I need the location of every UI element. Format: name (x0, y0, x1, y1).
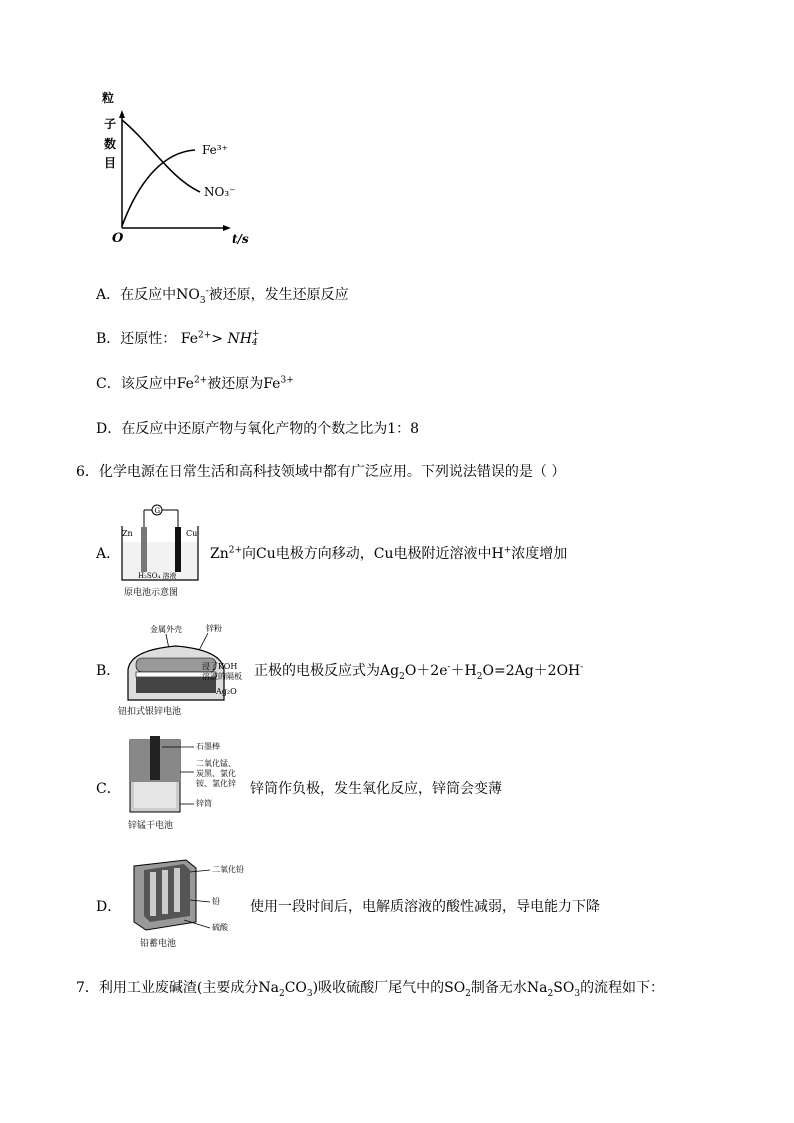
option-label: B． (96, 331, 121, 347)
separator-label-line1: 浸了KOH (202, 662, 238, 671)
sulfuric-acid-label: 硫酸 (212, 923, 228, 932)
q6-option-a-label: A． (96, 546, 121, 562)
figure-caption: 锌锰干电池 (128, 821, 174, 831)
subscript: 2 (547, 988, 554, 999)
subscript: 2 (399, 671, 405, 682)
option-text: > (211, 331, 228, 347)
subscript: 2 (465, 988, 471, 999)
q6-option-d-label: D． (96, 899, 122, 915)
q5-option-b (96, 328, 259, 348)
ion-count-graph (100, 88, 270, 250)
question-7-stem (76, 977, 664, 997)
subscript: 3 (199, 295, 206, 306)
cu-electrode (175, 527, 181, 572)
superscript: 2+ (228, 545, 243, 556)
lead-dioxide-label: 二氧化铅 (212, 865, 244, 874)
q6-option-c-label: C． (96, 781, 121, 797)
q6-option-a-text (210, 543, 567, 563)
y-axis-label-2: 子 (104, 117, 117, 131)
zn-electrode (141, 527, 147, 572)
q6-option-b-label: B． (96, 663, 121, 679)
option-text: 在反应中NO (120, 287, 200, 303)
q6-option-c-text: 锌筒作负极，发生氧化反应，锌筒会变薄 (250, 781, 502, 797)
y-axis-label-1: 粒 (102, 91, 115, 105)
option-text: 被还原，发生还原反应 (208, 287, 349, 303)
ammonium-formula: NH (227, 331, 252, 347)
q5-option-d (96, 418, 419, 438)
graphite-rod-label: 石墨棒 (196, 742, 220, 751)
q5-option-a (96, 284, 349, 304)
y-axis-label-4: 目 (104, 156, 117, 170)
option-text: 在反应中还原产物与氧化产物的个数之比为1：8 (121, 421, 420, 437)
option-text: O＋2e (404, 663, 448, 679)
option-text: Zn (210, 546, 229, 562)
stem-text: 7．利用工业废碱渣(主要成分Na (76, 980, 279, 996)
question-6-stem: 6．化学电源在日常生活和高科技领域中都有广泛应用。下列说法错误的是（ ） (76, 464, 566, 480)
paste-label-line3: 铵、氯化锌 (196, 779, 236, 788)
y-axis-label-3: 数 (104, 137, 117, 151)
stem-text: 的流程如下： (580, 980, 665, 996)
superscript: + (503, 545, 512, 556)
x-axis-label: t/s (232, 232, 249, 246)
q6-option-d-text: 使用一段时间后，电解质溶液的酸性减弱，导电能力下降 (250, 899, 600, 915)
zinc-powder-label: 锌粉 (206, 624, 222, 633)
zinc-can-label: 锌筒 (196, 799, 212, 808)
no3-curve (122, 120, 200, 192)
subscript: 4 (251, 338, 258, 348)
option-label: D． (96, 421, 122, 437)
galvanic-cell-figure (116, 500, 206, 602)
superscript: 3+ (280, 375, 294, 386)
x-axis-arrow (223, 225, 231, 231)
lead-acid-battery-figure (124, 852, 248, 952)
silver-zinc-button-cell-figure (116, 620, 250, 718)
lead-label: 铅 (212, 897, 220, 906)
option-text: 该反应中Fe (120, 376, 194, 392)
y-axis-arrow (119, 110, 125, 118)
metal-shell-label: 金属外壳 (150, 625, 182, 634)
figure-caption: 铅蓄电池 (140, 939, 177, 949)
paste-label-line2: 炭黑、氯化 (196, 769, 236, 778)
stem-text: 制备无水Na (470, 980, 548, 996)
graphite-rod (150, 736, 160, 780)
zn-electrode-label: Zn (122, 529, 133, 538)
galvanometer-label: G (154, 507, 161, 515)
option-text: 被还原为Fe (207, 376, 281, 392)
subscript: 3 (306, 988, 313, 999)
option-text: 还原性： Fe (120, 331, 198, 347)
separator-label-line2: 溶液的隔板 (202, 672, 242, 681)
superscript: - (447, 662, 451, 673)
superscript: + (251, 329, 260, 339)
no3-label: NO₃⁻ (204, 185, 236, 199)
option-text: 浓度增加 (511, 546, 568, 562)
figure-caption: 原电池示意图 (124, 588, 179, 598)
option-text: O=2Ag＋2OH (482, 663, 581, 679)
superscript: - (205, 286, 209, 297)
solution-label: H₂SO₄ 溶液 (138, 572, 177, 580)
superscript: 2+ (197, 330, 212, 341)
stem-text: CO (284, 980, 307, 996)
zinc-manganese-dry-cell-figure (122, 734, 242, 832)
fe3-label: Fe³⁺ (202, 143, 228, 157)
subscript: 2 (278, 988, 285, 999)
figure-caption: 钮扣式银锌电池 (118, 707, 182, 717)
subscript: 2 (476, 671, 483, 682)
paste-label-line1: 二氧化锰、 (196, 759, 236, 768)
fe3-curve (122, 150, 195, 226)
superscript: 2+ (193, 375, 208, 386)
option-label: C． (96, 376, 121, 392)
option-text: 向Cu电极方向移动，Cu电极附近溶液中H (242, 546, 504, 562)
option-label: A． (96, 287, 121, 303)
stem-text: SO (553, 980, 575, 996)
origin-label: O (112, 231, 124, 246)
superscript: - (580, 662, 584, 673)
cu-electrode-label: Cu (186, 529, 198, 538)
q6-option-b-text (254, 660, 583, 680)
ag2o-label: Ag₂O (216, 687, 237, 696)
option-text: ＋H (450, 663, 477, 679)
q5-option-c (96, 373, 294, 393)
subscript: 3 (574, 988, 581, 999)
option-text: 正极的电极反应式为Ag (254, 663, 400, 679)
stem-text: )吸收硫酸厂尾气中的SO (312, 980, 466, 996)
